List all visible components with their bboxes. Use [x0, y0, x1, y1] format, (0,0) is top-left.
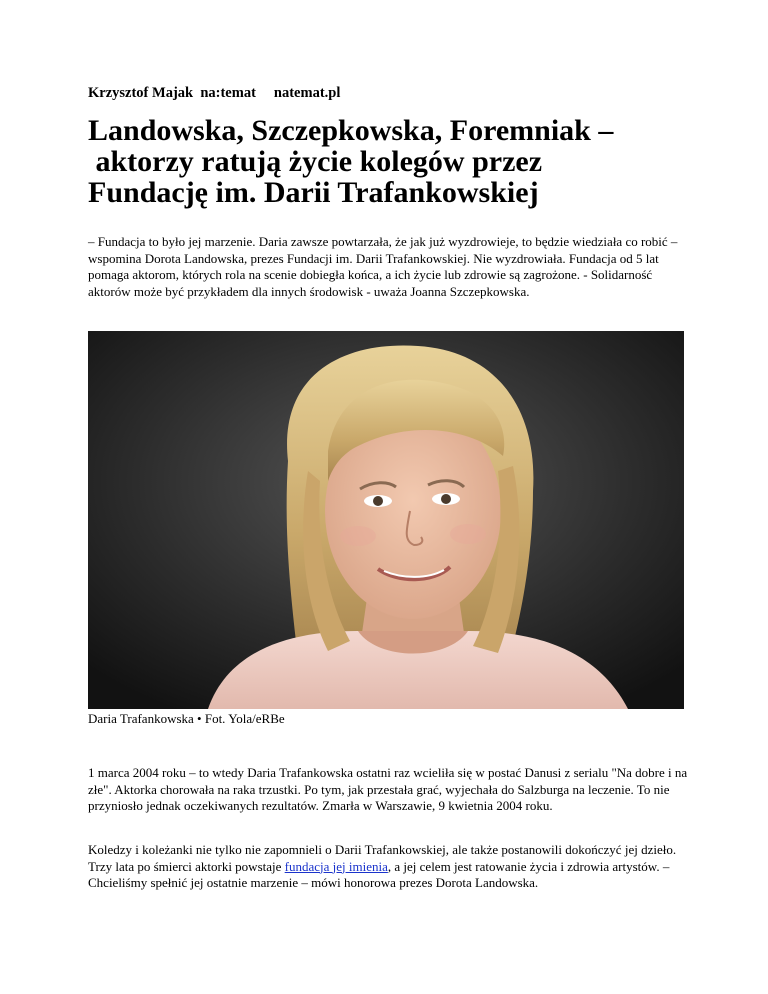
headline-line-1: Landowska, Szczepkowska, Foremniak –	[88, 114, 614, 147]
headline-line-2: aktorzy ratują życie kolegów przez	[88, 145, 543, 178]
source-site: natemat.pl	[273, 85, 341, 101]
portrait-photo	[88, 331, 684, 709]
body-paragraph-2	[88, 842, 688, 892]
photo-caption: Daria Trafankowska • Fot. Yola/eRBe	[88, 711, 285, 726]
body-paragraph-2-start: Koledzy i koleżanki nie tylko nie zapomnieli o Darii Trafankowskiej, ale także postanowili dokończyć jej dzieło. Trzy lata po śmierci aktorki powstaje	[88, 842, 677, 874]
foundation-link[interactable]: fundacja jej imienia	[284, 858, 388, 874]
author-name: Krzysztof Majak na:temat	[88, 85, 256, 101]
headline	[88, 115, 688, 208]
lead-paragraph: – Fundacja to było jej marzenie. Daria zawsze powtarzała, że jak już wyzdrowieje, to będzie wiedziała co robić – wspomina Dorota Landowska, prezes Fundacji im. Darii Trafankowskiej. Nie wyzdrowiała. Fundacja od 5 lat pomaga aktorom, których rola na scenie dobiegła końca, a ich życie lub zdrowie są zagrożone. - Solidarność aktorów może być przykładem dla innych środowisk - uważa Joanna Szczepkowska.	[88, 234, 678, 299]
body-paragraph-2-end: , a jej celem jest ratowanie życia i zdrowia artystów. – Chcieliśmy spełnić jej ostatnie marzenie – mówi honorowa prezes Dorota Landowska.	[88, 858, 670, 890]
portrait-illustration	[88, 331, 684, 709]
byline	[88, 85, 340, 102]
headline-line-3: Fundację im. Darii Trafankowskiej	[88, 176, 539, 209]
body-paragraph-1: 1 marca 2004 roku – to wtedy Daria Trafankowska ostatni raz wcieliła się w postać Danusi z serialu "Na dobre i na złe". Aktorka chorowała na raka trzustki. Po tym, jak przestała grać, wyjechała do Salzburga na leczenie. To nie przyniosło jednak oczekiwanych rezultatów. Zmarła w Warszawie, 9 kwietnia 2004 roku.	[88, 765, 688, 813]
